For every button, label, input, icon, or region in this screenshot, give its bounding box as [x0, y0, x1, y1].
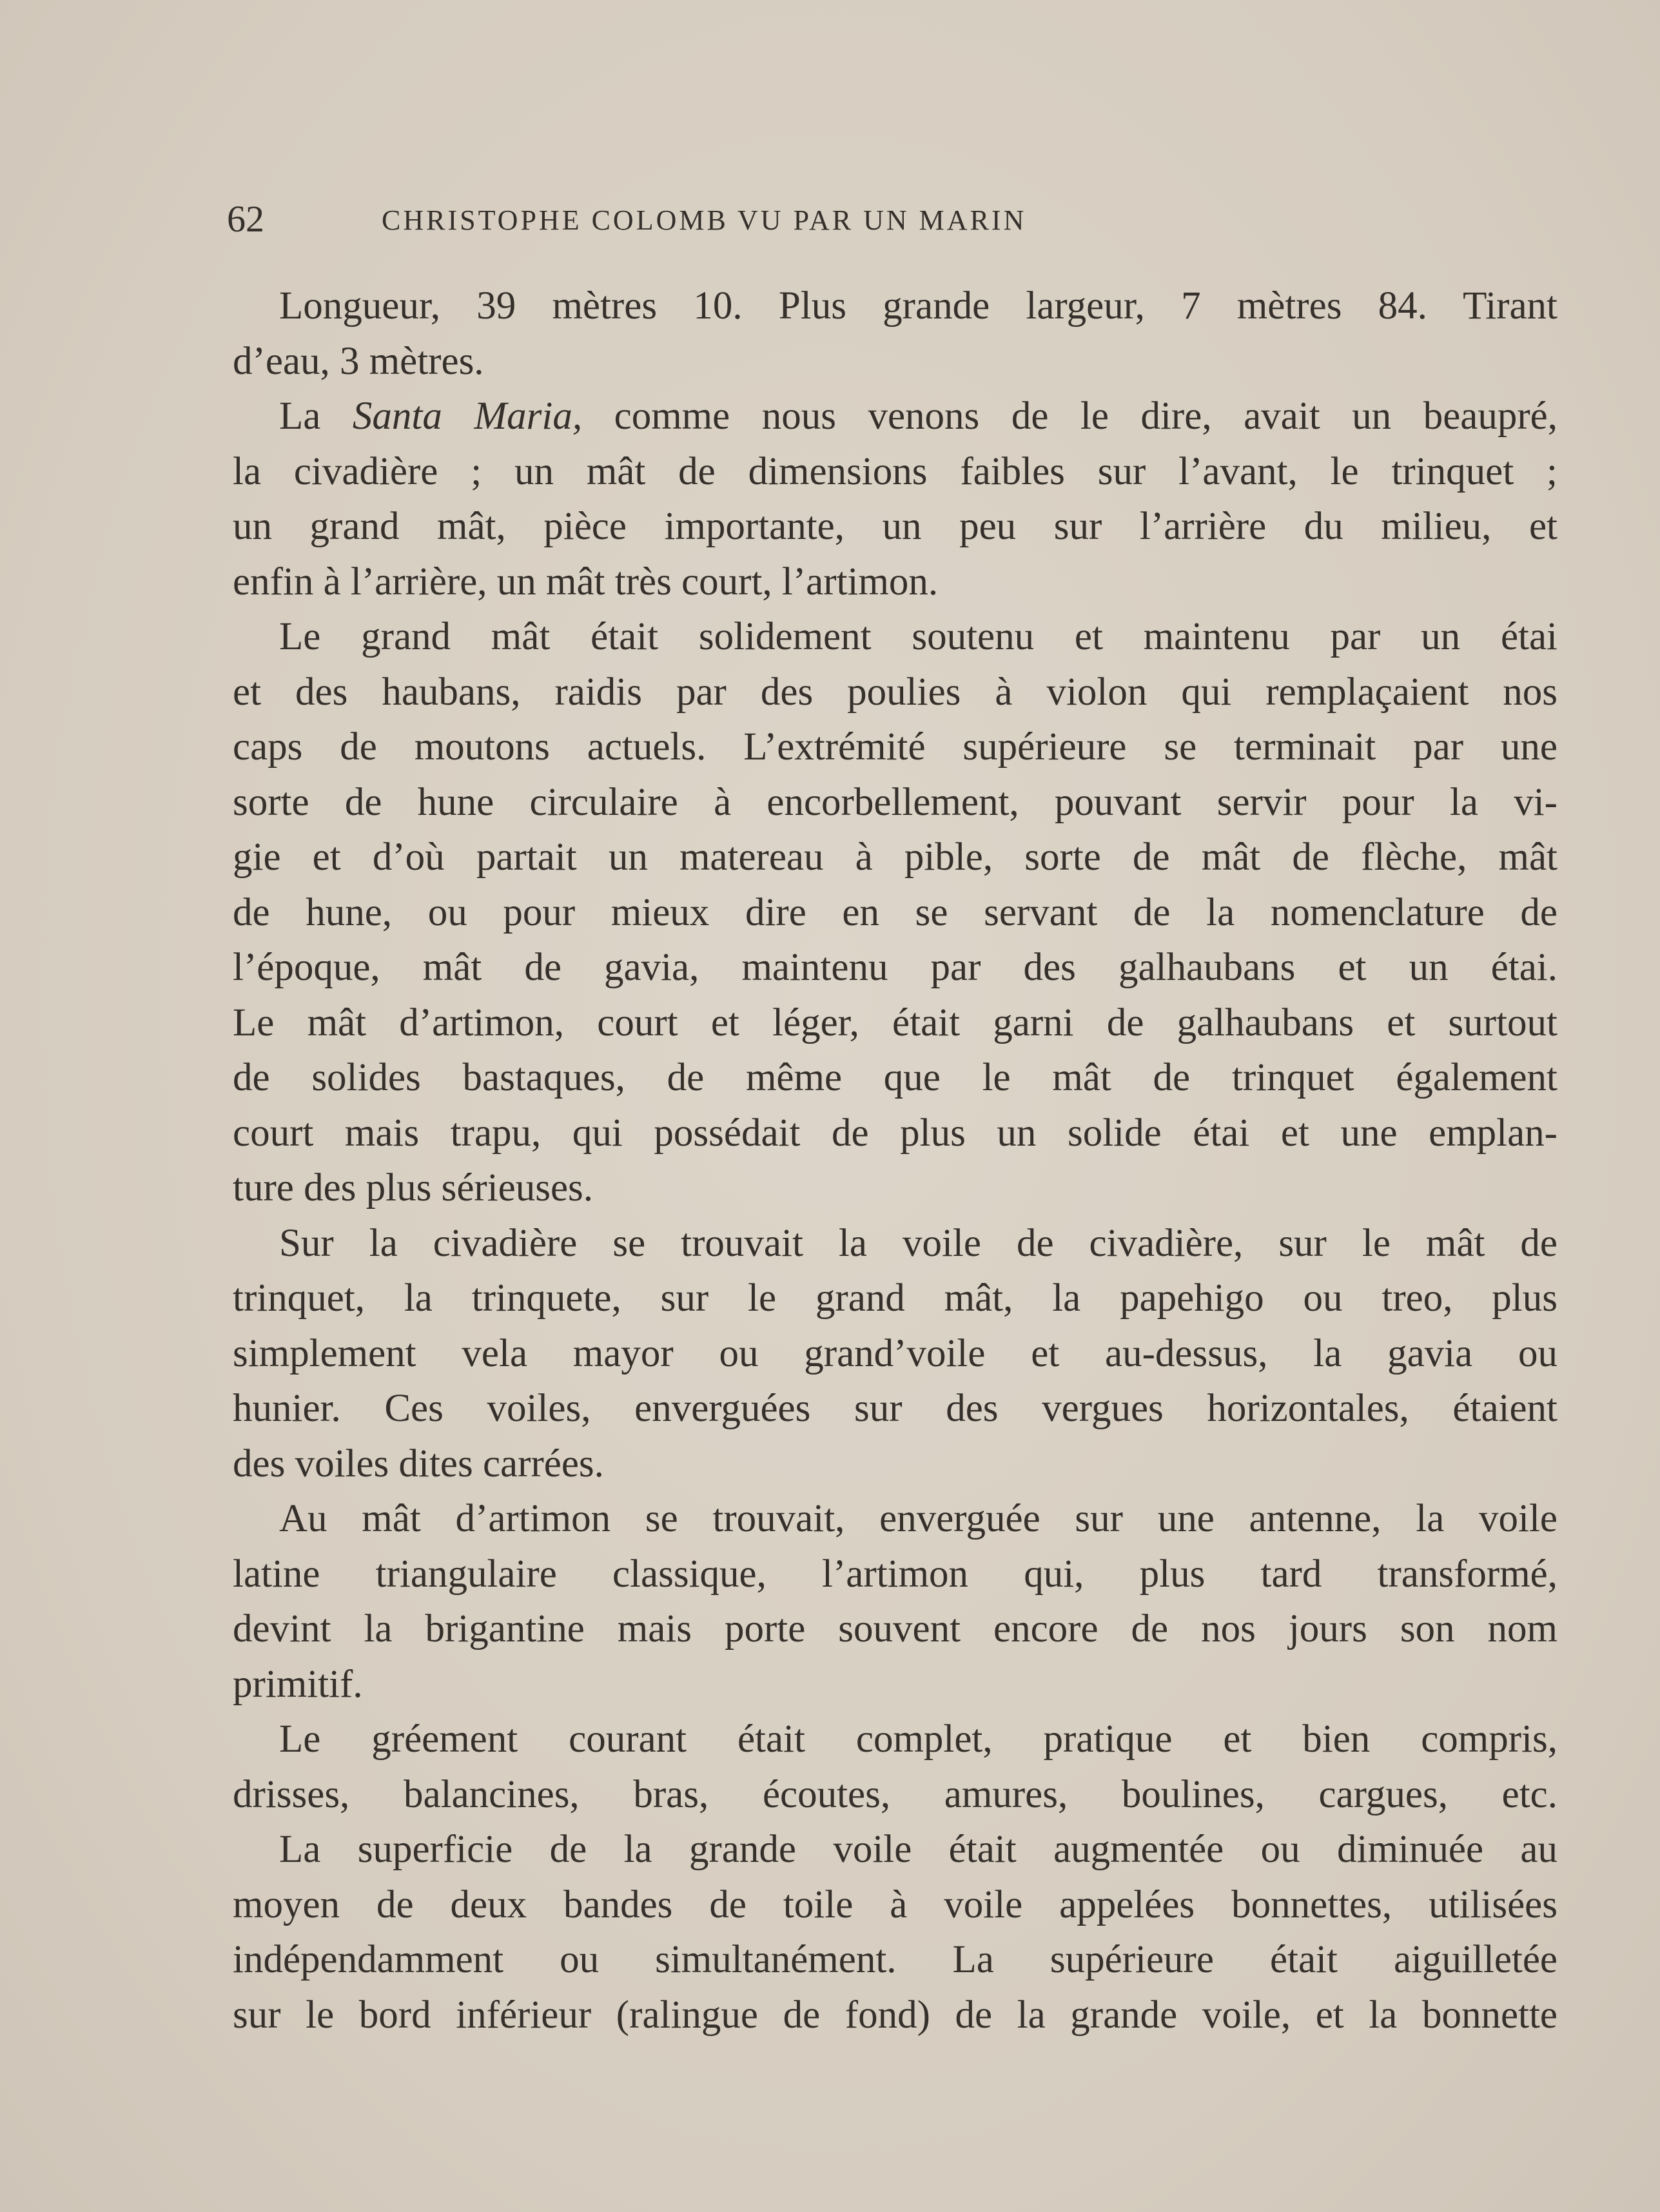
- text-line: ture des plus sérieuses.: [233, 1166, 594, 1209]
- text-line: indépendamment ou simultanément. La supérieure était aiguilletée: [233, 1938, 1557, 1981]
- text-line: [233, 389, 1557, 444]
- text-line: sur le bord inférieur (ralingue de fond) de la grande voile, et la bonnette: [233, 1993, 1557, 2037]
- text-line: Le mât d’artimon, court et léger, était garni de galhaubans et surtout: [233, 1001, 1557, 1044]
- page-number: 62: [227, 198, 264, 240]
- text-line: Le grand mât était solidement soutenu et maintenu par un étai: [279, 615, 1557, 658]
- text-line: trinquet, la trinquete, sur le grand mât, la papehigo ou treo, plus: [233, 1277, 1557, 1320]
- text-line: de solides bastaques, de même que le mât de trinquet également: [233, 1056, 1557, 1099]
- text-line: court mais trapu, qui possédait de plus un solide étai et une emplan-: [233, 1111, 1557, 1155]
- text-segment: comme nous venons de le dire, avait un beaupré,: [582, 395, 1557, 438]
- text-line: gie et d’où partait un matereau à pible, sorte de mât de flèche, mât: [233, 836, 1557, 879]
- text-line: devint la brigantine mais porte souvent encore de nos jours son nom: [233, 1607, 1557, 1650]
- text-line: Sur la civadière se trouvait la voile de civadière, sur le mât de: [279, 1221, 1557, 1265]
- running-title: CHRISTOPHE COLOMB VU PAR UN MARIN: [382, 204, 1027, 236]
- text-line: sorte de hune circulaire à encorbellement, pouvant servir pour la vi-: [233, 780, 1557, 824]
- text-line: hunier. Ces voiles, enverguées sur des vergues horizontales, étaient: [233, 1387, 1557, 1430]
- text-line: Le gréement courant était complet, pratique et bien compris,: [279, 1718, 1557, 1761]
- text-line: latine triangulaire classique, l’artimon qui, plus tard transformé,: [233, 1552, 1557, 1596]
- text-line: simplement vela mayor ou grand’voile et au-dessus, la gavia ou: [233, 1331, 1557, 1375]
- text-line: caps de moutons actuels. L’extrémité supérieure se terminait par une: [233, 725, 1557, 768]
- text-line: drisses, balancines, bras, écoutes, amures, boulines, cargues, etc.: [233, 1772, 1557, 1816]
- text-line: La superficie de la grande voile était augmentée ou diminuée au: [279, 1828, 1557, 1871]
- text-line: Longueur, 39 mètres 10. Plus grande largeur, 7 mètres 84. Tirant: [279, 284, 1557, 328]
- italic-title: Santa Maria,: [352, 395, 583, 438]
- text-line: l’époque, mât de gavia, maintenu par des galhaubans et un étai.: [233, 946, 1557, 989]
- body-text: [233, 279, 1557, 2042]
- text-line: de hune, ou pour mieux dire en se servant de la nomenclature de: [233, 890, 1557, 934]
- text-line: enfin à l’arrière, un mât très court, l’artimon.: [233, 560, 939, 603]
- text-line: la civadière ; un mât de dimensions faibles sur l’avant, le trinquet ;: [233, 449, 1557, 493]
- text-line: un grand mât, pièce importante, un peu sur l’arrière du milieu, et: [233, 505, 1557, 548]
- text-line: d’eau, 3 mètres.: [233, 339, 484, 383]
- text-segment: La: [279, 395, 353, 438]
- text-line: et des haubans, raidis par des poulies à violon qui remplaçaient nos: [233, 670, 1557, 714]
- text-line: Au mât d’artimon se trouvait, enverguée sur une antenne, la voile: [279, 1497, 1557, 1540]
- text-line: des voiles dites carrées.: [233, 1442, 604, 1485]
- text-line: moyen de deux bandes de toile à voile appelées bonnettes, utilisées: [233, 1883, 1557, 1926]
- text-line: primitif.: [233, 1662, 363, 1706]
